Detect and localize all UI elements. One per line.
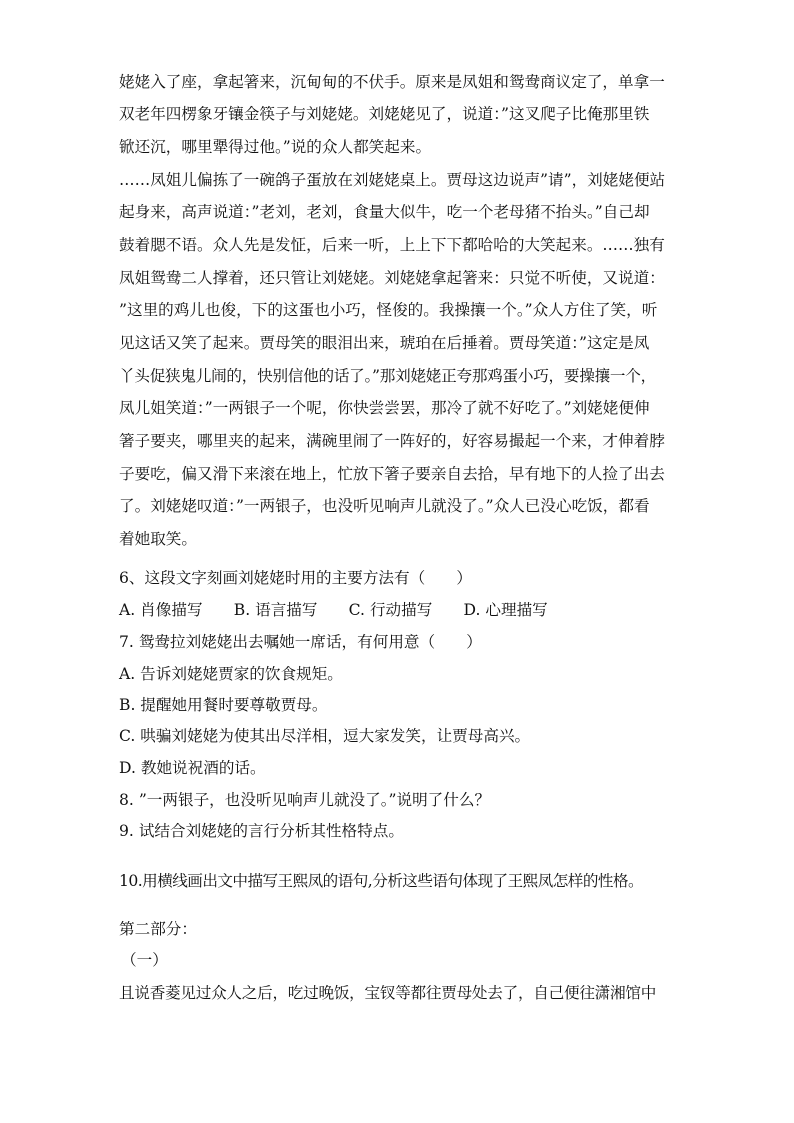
passage-line-1: 姥姥入了座，拿起箸来，沉甸甸的不伏手。原来是凤姐和鸳鸯商议定了，单拿一 <box>119 73 665 91</box>
question-7-stem: 7. 鸳鸯拉刘姥姥出去嘱她一席话，有何用意（ ） <box>119 633 482 651</box>
question-6-stem: 6、这段文字刻画刘姥姥时用的主要方法有（ ） <box>119 569 472 587</box>
question-7-option-d: D. 教她说祝酒的话。 <box>119 759 266 777</box>
question-10: 10.用横线画出文中描写王熙凤的语句,分析这些语句体现了王熙凤怎样的性格。 <box>119 872 644 890</box>
passage-line-15: 着她取笑。 <box>119 530 197 548</box>
passage-line-13: 子要吃，偏又滑下来滚在地上，忙放下箸子要亲自去拾，早有地下的人捡了出去 <box>119 465 665 483</box>
passage-line-7: 凤姐鸳鸯二人撑着，还只管让刘姥姥。刘姥姥拿起箸来：只觉不听使，又说道： <box>119 269 665 287</box>
passage-line-14: 了。刘姥姥叹道：”一两银子，也没听见响声儿就没了。”众人已没心吃饭，都看 <box>119 497 650 515</box>
question-7-option-a: A. 告诉刘姥姥贾家的饮食规矩。 <box>119 665 343 683</box>
question-9: 9. 试结合刘姥姥的言行分析其性格特点。 <box>119 822 404 840</box>
passage-line-2: 双老年四楞象牙镶金筷子与刘姥姥。刘姥姥见了，说道：”这叉爬子比俺那里铁 <box>119 105 650 123</box>
question-8: 8. ”一两银子，也没听见响声儿就没了。”说明了什么？ <box>119 791 491 809</box>
passage-line-8: ”这里的鸡儿也俊，下的这蛋也小巧，怪俊的。我操攘一个。”众人方住了笑，听 <box>119 301 658 319</box>
question-7-option-c: C. 哄骗刘姥姥为使其出尽洋相，逗大家发笑，让贾母高兴。 <box>119 727 531 745</box>
passage-line-6: 鼓着腮不语。众人先是发怔，后来一听，上上下下都哈哈的大笑起来。……独有 <box>119 236 665 254</box>
part-two-title: 第二部分： <box>119 920 197 938</box>
question-7-option-b: B. 提醒她用餐时要尊敬贾母。 <box>119 696 328 714</box>
passage-line-12: 箸子要夹，哪里夹的起来，满碗里闹了一阵好的，好容易撮起一个来，才伸着脖 <box>119 432 665 450</box>
part-two-section-number: （一） <box>121 951 168 969</box>
question-6-options: A. 肖像描写 B. 语言描写 C. 行动描写 D. 心理描写 <box>119 601 548 619</box>
part-two-passage-line-1: 且说香菱见过众人之后，吃过晚饭，宝钗等都往贾母处去了，自己便往潇湘馆中 <box>119 984 657 1002</box>
passage-line-11: 凤儿姐笑道：”一两银子一个呢，你快尝尝罢，那冷了就不好吃了。”刘姥姥便伸 <box>119 399 650 417</box>
passage-line-9: 见这话又笑了起来。贾母笑的眼泪出来，琥珀在后捶着。贾母笑道：”这定是凤 <box>119 334 650 352</box>
passage-line-5: 起身来，高声说道：”老刘，老刘，食量大似牛，吃一个老母猪不抬头。”自己却 <box>119 203 650 221</box>
passage-line-10: 丫头促狭鬼儿闹的，快别信他的话了。”那刘姥姥正夸那鸡蛋小巧，要操攘一个， <box>119 367 656 385</box>
passage-line-3: 锨还沉，哪里犟得过他。”说的众人都笑起来。 <box>119 138 432 156</box>
passage-line-4: ……凤姐儿偏拣了一碗鸽子蛋放在刘姥姥桌上。贾母这边说声”请”，刘姥姥便站 <box>119 171 666 189</box>
